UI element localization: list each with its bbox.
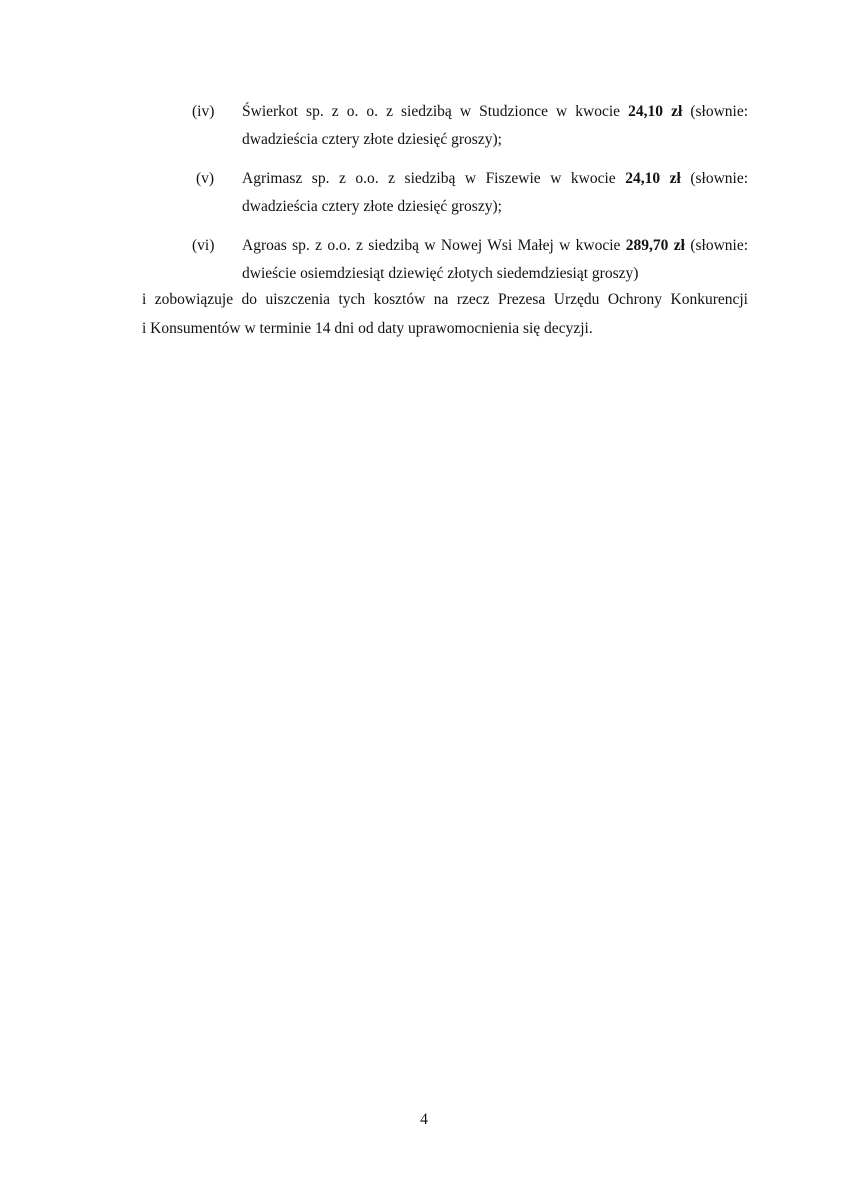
- item-text-start: Agroas sp. z o.o. z siedzibą w Nowej Wsi Małej w kwocie: [242, 237, 626, 254]
- item-line-1: [242, 98, 748, 126]
- item-line-2: dwieście osiemdziesiąt dziewięć złotych siedemdziesiąt groszy): [242, 265, 639, 282]
- page-number: 4: [420, 1111, 428, 1128]
- item-number: (v): [196, 170, 215, 187]
- item-amount: 289,70 zł: [625, 237, 685, 254]
- item-amount: 24,10 zł: [625, 170, 681, 187]
- item-text-start: Świerkot sp. z o. o. z siedzibą w Studzionce w kwocie: [242, 103, 629, 120]
- item-text: [242, 165, 748, 221]
- item-number: (iv): [192, 103, 215, 120]
- item-amount: 24,10 zł: [628, 103, 683, 120]
- item-line-1: [242, 232, 748, 260]
- item-text: [242, 232, 748, 288]
- cost-list: [192, 98, 748, 299]
- list-item: [192, 165, 748, 221]
- list-item: [192, 98, 748, 154]
- item-line-2: dwadzieścia cztery złote dziesięć groszy);: [242, 198, 502, 215]
- item-line-2: dwadzieścia cztery złote dziesięć groszy);: [242, 131, 502, 148]
- item-number: (vi): [192, 237, 215, 254]
- item-text-end: (słownie:: [680, 170, 749, 187]
- list-item: [192, 232, 748, 288]
- closing-line-2: i Konsumentów w terminie 14 dni od daty uprawomocnienia się decyzji.: [142, 320, 593, 337]
- item-text: [242, 98, 748, 154]
- closing-line-1: i zobowiązuje do uiszczenia tych kosztów na rzecz Prezesa Urzędu Ochrony Konkurencji: [142, 291, 748, 308]
- closing-paragraph: [142, 285, 748, 343]
- item-text-start: Agrimasz sp. z o.o. z siedzibą w Fiszewie w kwocie: [242, 170, 626, 187]
- item-line-1: [242, 165, 748, 193]
- item-text-end: (słownie:: [682, 103, 748, 120]
- item-text-end: (słownie:: [684, 237, 749, 254]
